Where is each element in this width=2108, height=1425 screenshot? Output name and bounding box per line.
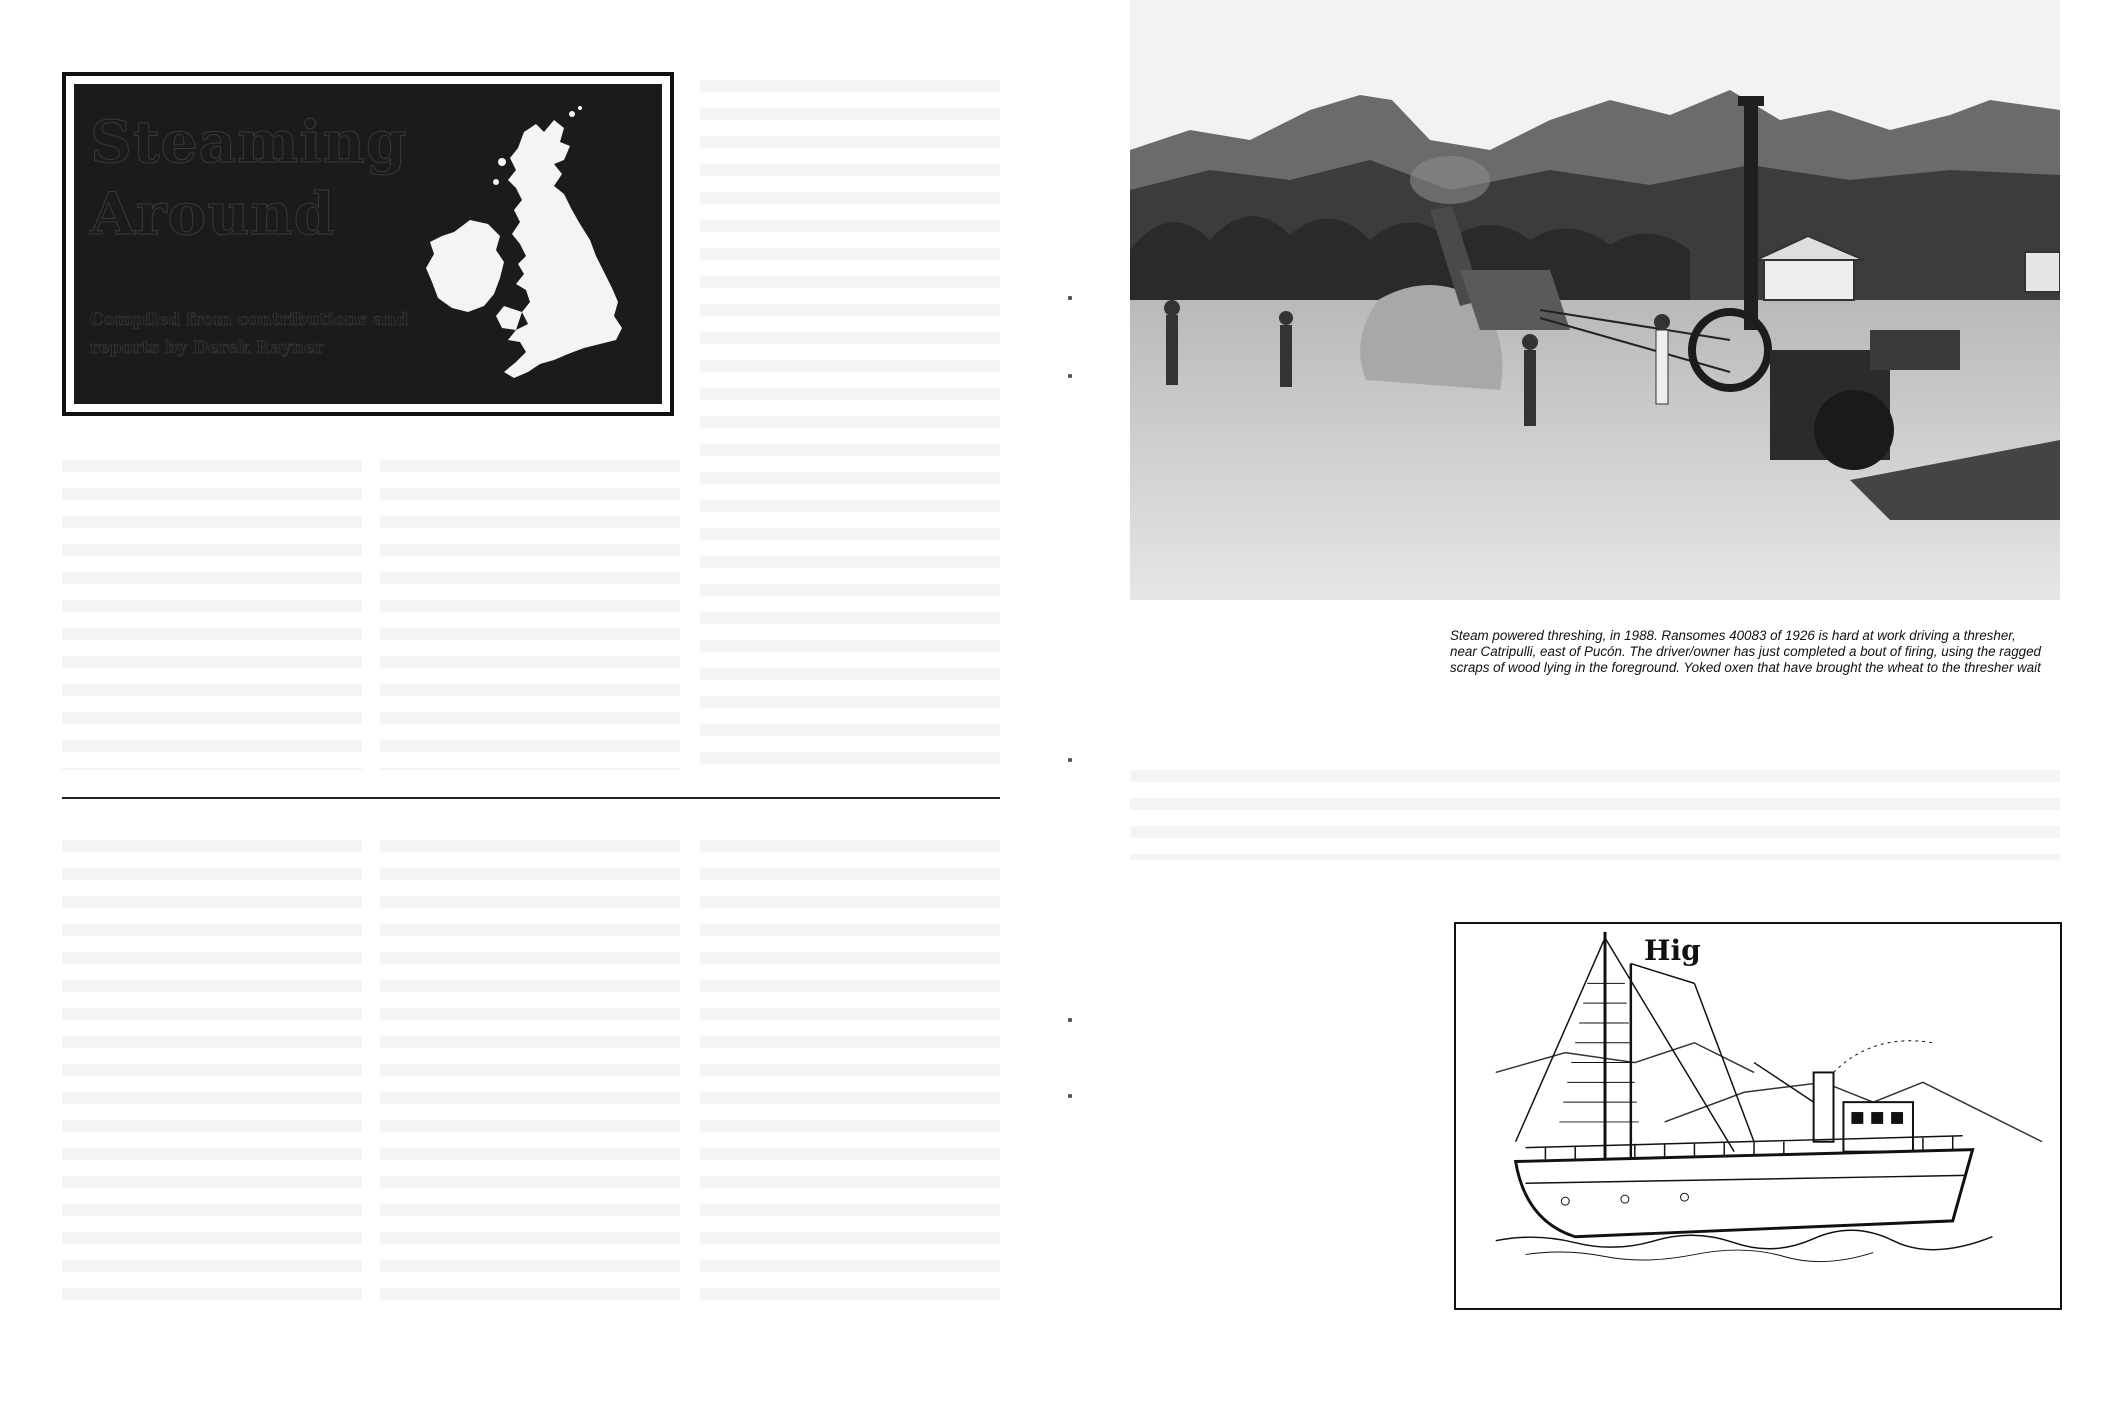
margin-mark xyxy=(1068,296,1072,300)
margin-mark xyxy=(1068,1018,1072,1022)
faint-text-column xyxy=(380,450,680,770)
faint-text-column xyxy=(62,450,362,770)
boat-illustration xyxy=(1454,922,2062,1310)
margin-mark xyxy=(1068,1094,1072,1098)
faint-text-column xyxy=(62,830,362,1310)
photo-caption: Steam powered threshing, in 1988. Ransomes 40083 of 1926 is hard at work driving a thresher, near Catripulli, east of Pucón. The driver/owner has just completed a bout of firing, using the ragged scraps of wood lying in the foreground. Yoked oxen that have brought the wheat to the thresher wait xyxy=(1450,628,2042,675)
section-divider xyxy=(62,797,1000,799)
british-isles-map-icon xyxy=(404,102,662,402)
faint-text-block xyxy=(1130,760,2060,860)
faint-text-column xyxy=(380,830,680,1310)
article-byline: Compiled from contributions and reports by Derek Rayner xyxy=(90,310,409,358)
boat-label: Hig xyxy=(1644,934,1701,967)
article-title: Steaming Around xyxy=(90,108,408,248)
faint-text-column xyxy=(700,70,1000,770)
title-box xyxy=(62,72,674,416)
margin-mark xyxy=(1068,758,1072,762)
steam-threshing-photo xyxy=(1130,0,2060,600)
faint-text-column xyxy=(700,830,1000,1310)
right-page xyxy=(1054,0,2108,1425)
margin-mark xyxy=(1068,374,1072,378)
title-panel xyxy=(74,84,662,404)
